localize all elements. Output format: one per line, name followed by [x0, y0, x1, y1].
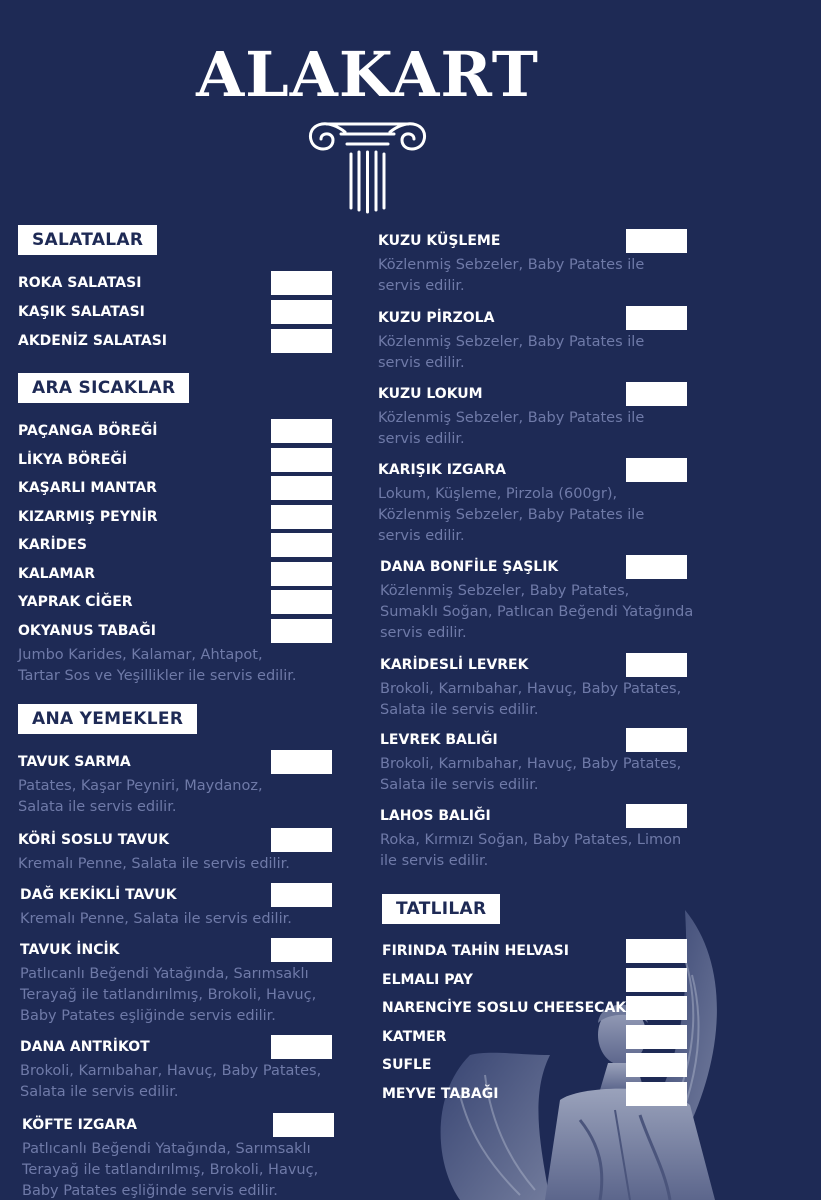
item-description: Brokoli, Karnıbahar, Havuç, Baby Patates, Salata ile servis edilir.: [380, 681, 682, 718]
price-box: [271, 883, 332, 907]
price-box: [271, 448, 332, 472]
price-box: [271, 828, 332, 852]
menu-item: [378, 1053, 718, 1077]
menu-item: [18, 619, 338, 643]
item-description: Közlenmiş Sebzeler, Baby Patates, Sumaklı Soğan, Patlıcan Beğendi Yatağında servis edilir.: [380, 583, 694, 641]
menu-item: [378, 229, 718, 253]
item-name: KÖRİ SOSLU TAVUK: [18, 831, 170, 848]
price-box: [626, 555, 687, 579]
price-box: [626, 728, 687, 752]
menu-item: [378, 458, 718, 482]
price-box: [626, 306, 687, 330]
menu-item: [18, 562, 338, 586]
price-box: [626, 968, 687, 992]
price-box: [271, 750, 332, 774]
price-box: [626, 939, 687, 963]
left-column: [18, 225, 338, 1200]
menu-item: [18, 476, 338, 500]
item-description: Közlenmiş Sebzeler, Baby Patates ile servis edilir.: [378, 410, 645, 447]
menu-item: [18, 590, 338, 614]
section-header-tatlilar: TATLILAR: [382, 894, 500, 924]
item-name: KAŞARLI MANTAR: [18, 480, 157, 496]
item-name: ELMALI PAY: [382, 971, 473, 988]
item-name: KIZARMIŞ PEYNİR: [18, 508, 158, 525]
menu-item: [378, 804, 718, 828]
price-box: [271, 938, 332, 962]
item-name: DAĞ KEKİKLİ TAVUK: [20, 886, 177, 903]
item-description: Brokoli, Karnıbahar, Havuç, Baby Patates, Salata ile servis edilir.: [20, 1062, 322, 1100]
section-header-salatalar: SALATALAR: [18, 225, 157, 255]
item-name: DANA ANTRİKOT: [20, 1038, 150, 1055]
item-name: MEYVE TABAĞI: [382, 1085, 499, 1102]
item-name: KUZU PİRZOLA: [378, 310, 495, 326]
item-name: AKDENİZ SALATASI: [18, 333, 167, 349]
item-name: TAVUK İNCİK: [20, 941, 120, 958]
price-box: [271, 533, 332, 557]
item-name: KÖFTE IZGARA: [22, 1116, 137, 1133]
price-box: [271, 1035, 332, 1059]
price-box: [273, 1113, 334, 1137]
menu-item: [18, 883, 338, 907]
price-box: [271, 505, 332, 529]
section-header-ana-yemekler: ANA YEMEKLER: [18, 704, 197, 734]
item-description: Közlenmiş Sebzeler, Baby Patates ile servis edilir.: [378, 334, 645, 371]
price-box: [271, 476, 332, 500]
price-box: [271, 419, 332, 443]
item-name: KALAMAR: [18, 565, 95, 582]
menu-item: [18, 271, 338, 295]
ionic-column-icon: [305, 110, 430, 215]
item-name: KAŞIK SALATASI: [18, 304, 145, 320]
menu-item: [18, 938, 338, 962]
menu-item: [378, 306, 718, 330]
item-description: Roka, Kırmızı Soğan, Baby Patates, Limon ile servis edilir.: [380, 832, 682, 869]
menu-item: [18, 448, 338, 472]
menu-item: [378, 728, 718, 752]
item-name: KUZU LOKUM: [378, 386, 483, 402]
price-box: [626, 1082, 687, 1106]
menu-item: [378, 555, 718, 579]
menu-item: [378, 996, 718, 1020]
section-header-ara-sicaklar: ARA SICAKLAR: [18, 373, 189, 403]
menu-item: [18, 828, 338, 852]
menu-item: [18, 1113, 338, 1137]
item-description: Lokum, Küşleme, Pirzola (600gr), Közlenmiş Sebzeler, Baby Patates ile servis edilir.: [378, 486, 645, 544]
menu-title: ALAKART: [196, 38, 539, 111]
item-name: PAÇANGA BÖREĞİ: [18, 423, 158, 439]
price-box: [626, 804, 687, 828]
item-name: LEVREK BALIĞI: [380, 732, 498, 748]
item-name: KUZU KÜŞLEME: [378, 233, 501, 249]
price-box: [626, 458, 687, 482]
item-name: LAHOS BALIĞI: [380, 808, 491, 824]
menu-item: [378, 1025, 718, 1049]
menu-item: [18, 1035, 338, 1059]
item-description: Jumbo Karides, Kalamar, Ahtapot, Tartar Sos ve Yeşillikler ile servis edilir.: [18, 646, 297, 684]
item-name: ROKA SALATASI: [18, 275, 142, 291]
item-description: Patlıcanlı Beğendi Yatağında, Sarımsaklı Terayağ ile tatlandırılmış, Brokoli, Havuç, Baby Patates eşliğinde servis edilir.: [22, 1140, 319, 1199]
item-description: Patlıcanlı Beğendi Yatağında, Sarımsaklı Terayağ ile tatlandırılmış, Brokoli, Havuç, Baby Patates eşliğinde servis edilir.: [20, 965, 317, 1024]
item-name: SUFLE: [382, 1057, 432, 1073]
price-box: [271, 329, 332, 353]
menu-item: [18, 300, 338, 324]
item-description: Brokoli, Karnıbahar, Havuç, Baby Patates, Salata ile servis edilir.: [380, 756, 682, 793]
price-box: [271, 562, 332, 586]
menu-item: [378, 1082, 718, 1106]
item-description: Patates, Kaşar Peyniri, Maydanoz, Salata ile servis edilir.: [18, 777, 263, 815]
menu-item: [378, 968, 718, 992]
price-box: [271, 590, 332, 614]
price-box: [626, 1053, 687, 1077]
price-box: [626, 1025, 687, 1049]
menu-item: [18, 505, 338, 529]
menu-item: [18, 329, 338, 353]
menu-item: [18, 750, 338, 774]
right-column: [378, 225, 718, 1106]
price-box: [271, 300, 332, 324]
menu-item: [18, 533, 338, 557]
item-name: OKYANUS TABAĞI: [18, 622, 156, 639]
item-description: Kremalı Penne, Salata ile servis edilir.: [20, 910, 292, 927]
item-name: LİKYA BÖREĞİ: [18, 451, 128, 468]
item-name: FIRINDA TAHİN HELVASI: [382, 943, 569, 959]
item-description: Közlenmiş Sebzeler, Baby Patates ile servis edilir.: [378, 257, 645, 294]
item-name: KARİDES: [18, 537, 87, 553]
item-name: DANA BONFİLE ŞAŞLIK: [380, 559, 559, 575]
price-box: [271, 271, 332, 295]
item-name: KARİDESLİ LEVREK: [380, 657, 529, 673]
item-name: KARIŞIK IZGARA: [378, 462, 506, 478]
item-description: Kremalı Penne, Salata ile servis edilir.: [18, 855, 290, 872]
item-name: TAVUK SARMA: [18, 753, 131, 770]
price-box: [271, 619, 332, 643]
item-name: YAPRAK CİĞER: [18, 594, 133, 610]
menu-item: [378, 382, 718, 406]
menu-item: [18, 419, 338, 443]
menu-item: [378, 939, 718, 963]
price-box: [626, 229, 687, 253]
price-box: [626, 653, 687, 677]
item-name: KATMER: [382, 1028, 447, 1045]
menu-item: [378, 653, 718, 677]
price-box: [626, 382, 687, 406]
item-name: NARENCİYE SOSLU CHEESECAKE: [382, 1000, 636, 1016]
